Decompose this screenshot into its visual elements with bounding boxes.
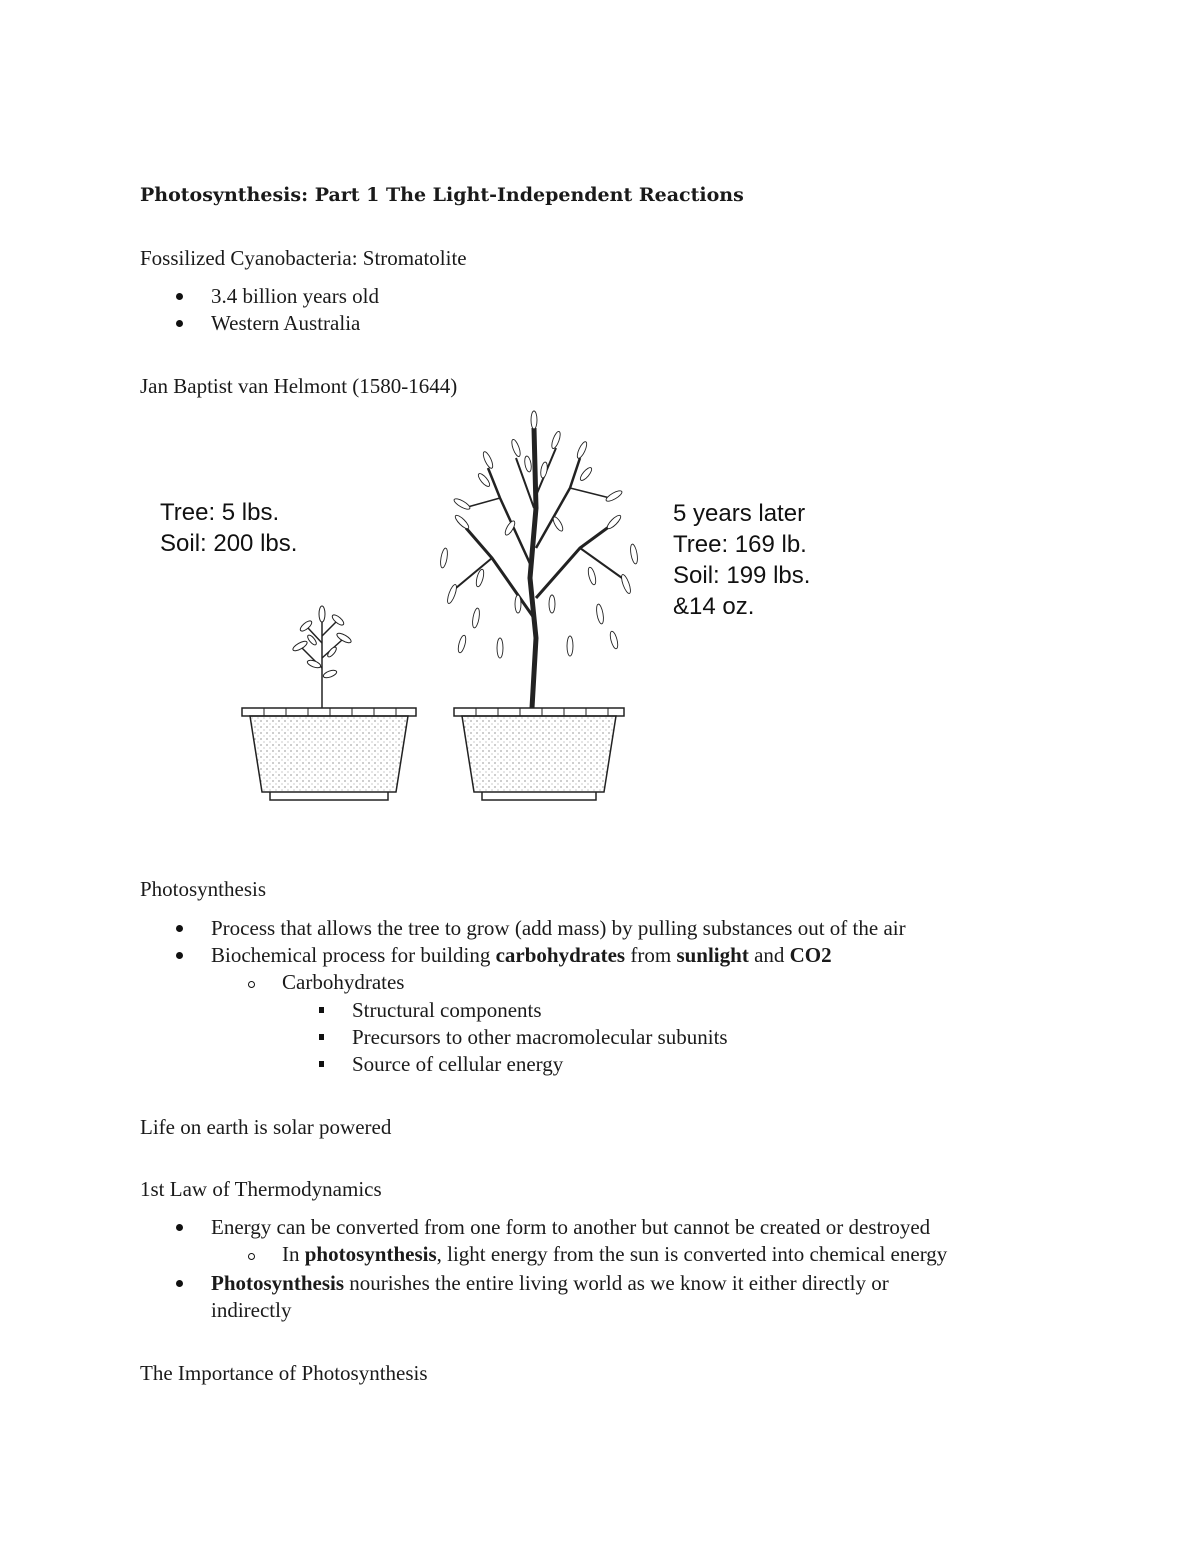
figure-left-label-soil: Soil: 200 lbs.	[160, 530, 298, 557]
sub-sub-bullet-square	[319, 1061, 324, 1067]
heading-stromatolite: Fossilized Cyanobacteria: Stromatolite	[140, 246, 467, 270]
line-solar-powered: Life on earth is solar powered	[140, 1115, 392, 1139]
list-item-subsub: Precursors to other macromolecular subunits	[352, 1025, 728, 1049]
heading-van-helmont: Jan Baptist van Helmont (1580-1644)	[140, 374, 458, 398]
list-item-sub: In photosynthesis, light energy from the sun is converted into chemical energy	[282, 1242, 948, 1266]
figure-right-label-soil: Soil: 199 lbs.	[673, 562, 811, 589]
list-item-continuation: indirectly	[211, 1298, 292, 1322]
heading-thermodynamics: 1st Law of Thermodynamics	[140, 1177, 382, 1201]
list-item-subsub: Structural components	[352, 998, 542, 1022]
van-helmont-tree-illustration	[230, 408, 650, 808]
list-item: Photosynthesis nourishes the entire living world as we know it either directly or	[211, 1271, 889, 1295]
list-item: Process that allows the tree to grow (add mass) by pulling substances out of the air	[211, 916, 906, 940]
small-pot	[242, 708, 416, 800]
sub-bullet-circle	[248, 1253, 255, 1260]
sub-bullet-circle	[248, 981, 255, 988]
figure-right-label-time: 5 years later	[673, 500, 806, 527]
small-tree	[292, 606, 353, 708]
list-item-sub: Carbohydrates	[282, 970, 405, 994]
heading-photosynthesis: Photosynthesis	[140, 877, 267, 901]
bullet-dot	[176, 1224, 183, 1231]
bullet-dot	[176, 952, 183, 959]
figure-right-label-oz: &14 oz.	[673, 593, 755, 620]
list-item: 3.4 billion years old	[211, 284, 379, 308]
large-pot	[454, 708, 624, 800]
bullet-dot	[176, 925, 183, 932]
bullet-dot	[176, 1280, 183, 1287]
figure-left-label-tree: Tree: 5 lbs.	[160, 499, 280, 526]
list-item-subsub: Source of cellular energy	[352, 1052, 564, 1076]
large-tree	[439, 411, 638, 708]
figure-right-label-tree: Tree: 169 lb.	[673, 531, 807, 558]
bullet-dot	[176, 320, 183, 327]
bullet-dot	[176, 293, 183, 300]
sub-sub-bullet-square	[319, 1007, 324, 1013]
list-item: Western Australia	[211, 311, 361, 335]
heading-importance: The Importance of Photosynthesis	[140, 1361, 428, 1385]
list-item: Energy can be converted from one form to another but cannot be created or destroyed	[211, 1215, 931, 1239]
sub-sub-bullet-square	[319, 1034, 324, 1040]
list-item: Biochemical process for building carbohydrates from sunlight and CO2	[211, 943, 832, 967]
page-title: Photosynthesis: Part 1 The Light-Independent Reactions	[140, 184, 744, 206]
